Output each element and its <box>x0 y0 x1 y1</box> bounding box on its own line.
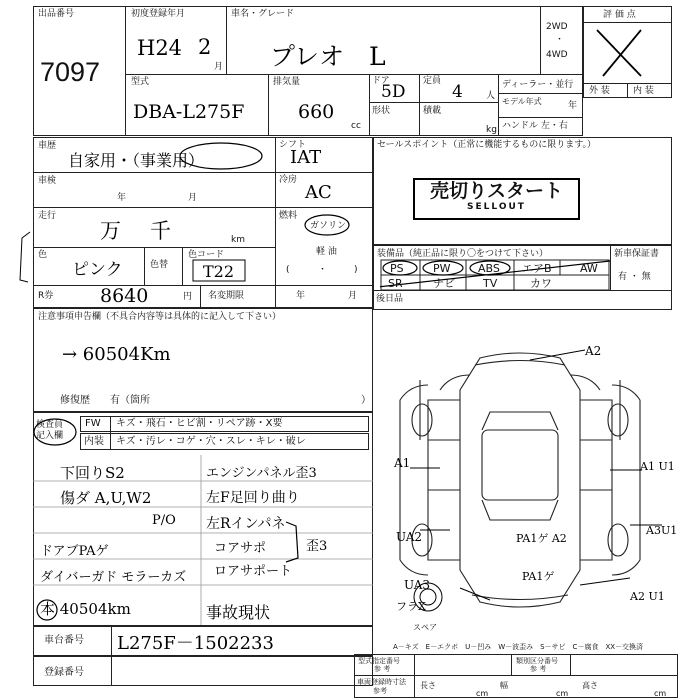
fuel-gasoline: ガソリン <box>310 221 347 231</box>
equip-aw: AW <box>580 262 598 275</box>
note-lower-support: ロアサポート <box>214 564 293 579</box>
name-change-month: 月 <box>348 291 358 301</box>
fuel-paren-close: ) <box>354 265 358 275</box>
chassis-number: L275F－1502233 <box>117 633 274 654</box>
sellout-stamp <box>413 178 580 220</box>
lot-number-label: 出品番号 <box>38 9 75 19</box>
length-cm: cm <box>476 689 489 698</box>
fuel-diesel: 軽 油 <box>316 247 337 257</box>
name-change-label: 名変期限 <box>208 291 245 301</box>
interior-items: キズ・汚レ・コゲ・穴・スレ・キレ・破レ <box>116 436 306 447</box>
height-label: 高さ <box>582 681 598 690</box>
mileage-sen: 千 <box>150 219 171 243</box>
mark-spare-x: フラX <box>396 600 426 613</box>
after-market-label: 後日品 <box>376 294 404 304</box>
model-year-label: モデル年式 <box>502 97 542 106</box>
capacity-value: 4 <box>452 82 463 102</box>
height-cm: cm <box>654 689 667 698</box>
interior-grade-label: 内 装 <box>633 86 654 96</box>
note-scratch: 傷ダ A,U,W2 <box>60 489 152 507</box>
note-core-support: コアサポ <box>214 541 267 556</box>
sellout-jp: 売切りスタート <box>429 180 563 202</box>
capacity-label: 定員 <box>423 76 442 86</box>
model-year-unit: 年 <box>568 101 578 111</box>
class-no-ref: 参 考 <box>530 665 547 673</box>
note-engine-panel: エンジンパネル歪3 <box>206 466 317 481</box>
note-bracket <box>284 520 308 564</box>
warranty-yes-no: 有 ・ 無 <box>618 272 651 282</box>
registration-label: 登録番号 <box>44 667 84 678</box>
name-change-year: 年 <box>296 291 306 301</box>
shift-label: シフト <box>279 140 307 150</box>
note-suspension: 左F足回り曲り <box>206 490 300 506</box>
grade-label: 評 価 点 <box>603 10 636 20</box>
inspection-year: 年 <box>117 193 127 203</box>
shape-label: 形状 <box>372 106 391 116</box>
registration-month: 2 <box>198 35 212 59</box>
note-door: ドアブPAゲ <box>40 544 109 559</box>
width-cm: cm <box>556 689 569 698</box>
inspection-label: 車検 <box>38 176 57 186</box>
cc-unit: cc <box>351 121 361 131</box>
note-warp: 歪3 <box>306 539 328 554</box>
note-molding: ダイバーガド モラーカズ <box>40 570 187 585</box>
history-label: 車歴 <box>38 141 57 151</box>
r-ticket-label: R券 <box>38 291 54 301</box>
gasoline-circle <box>303 213 353 237</box>
yen-unit: 円 <box>183 292 193 302</box>
dealer-label: ディーラー・並行 <box>502 80 574 90</box>
sales-point-label: セールスポイント（正常に機能するものに限ります。） <box>377 140 596 150</box>
car-name: プレオ L <box>270 42 386 71</box>
displacement-value: 660 <box>298 101 335 123</box>
spare-label: スペア <box>413 623 437 632</box>
reg-size-ref: 参考 <box>373 687 387 695</box>
equip-tv: TV <box>483 277 498 290</box>
r-ticket-value: 8640 <box>100 285 149 307</box>
equip-airbag: エアB <box>522 262 552 275</box>
doors-label: ドア <box>372 76 390 86</box>
interior-label: 内装 <box>84 436 104 447</box>
fw-label: FW <box>85 418 101 429</box>
margin-handwriting <box>0 220 40 420</box>
length-label: 長さ <box>420 681 436 690</box>
exterior-grade-label: 外 装 <box>589 86 610 96</box>
equipment-label: 装備品（純正品に限り〇をつけて下さい） <box>377 249 549 259</box>
shift-value: IAT <box>290 147 322 168</box>
color-change-label: 色替 <box>150 260 169 270</box>
drive-dot: ・ <box>555 35 565 45</box>
note-mileage: 本 40504km <box>40 600 131 618</box>
load-label: 積載 <box>423 106 442 116</box>
repair-history-close: ） <box>361 395 371 406</box>
note-inner-panel: 左Rインパネ <box>206 516 286 532</box>
equip-navi: ナビ <box>433 277 455 290</box>
mark-a2u1: A2 U1 <box>630 590 665 603</box>
color-code-label: 色コード <box>188 250 225 260</box>
chassis-label: 車台番号 <box>44 635 84 646</box>
mileage-label: 走行 <box>38 211 57 221</box>
mileage-note-circle <box>34 597 60 623</box>
person-unit: 人 <box>486 91 496 101</box>
displacement-label: 排気量 <box>273 77 301 87</box>
drive-2wd: 2WD <box>546 22 568 32</box>
ac-label: 冷房 <box>279 175 298 185</box>
class-no-label: 類別区分番号 <box>516 657 558 665</box>
note-accident: 事故現状 <box>206 603 271 622</box>
color-code-box <box>192 259 252 283</box>
equip-pw: PW <box>433 262 451 275</box>
inspection-month: 月 <box>188 193 198 203</box>
first-registration-label: 初度登録年月 <box>131 9 186 19</box>
fuel-paren-dot: ・ <box>318 265 328 275</box>
sellout-en: SELLOUT <box>467 202 526 212</box>
note-undercarriage: 下回りS2 <box>60 464 125 482</box>
type-cert-ref: 参 考 <box>374 665 391 673</box>
business-use-circle <box>178 141 268 171</box>
mark-pa1: PA1ゲ <box>522 570 555 583</box>
repair-history-label: 修復歴 有（箇所 <box>60 395 150 406</box>
width-label: 幅 <box>500 681 508 690</box>
grade-x-mark <box>583 22 672 83</box>
km-unit: km <box>231 235 245 245</box>
fw-items: キズ・飛石・ヒビ割・リペア跡・X要 <box>116 418 283 429</box>
handle-label: ハンドル 左・右 <box>502 121 568 131</box>
lot-number: 7097 <box>40 57 101 87</box>
mark-ua3: UA3 <box>404 578 431 592</box>
registration-year: H24 <box>137 36 183 60</box>
mark-ua2-left: UA2 <box>396 530 423 544</box>
month-unit: 月 <box>214 62 224 72</box>
model-code: DBA-L275F <box>133 101 245 123</box>
kg-unit: kg <box>486 125 497 135</box>
equip-abs: ABS <box>478 262 500 275</box>
equip-sr: SR <box>388 277 403 290</box>
history-value: 自家用・（事業用） <box>68 151 205 170</box>
mark-a2-top: A2 <box>585 344 602 358</box>
color-code-value: T22 <box>203 262 235 281</box>
equip-ps: PS <box>390 262 404 275</box>
color-value: ピンク <box>72 260 123 280</box>
mark-a1u1: A1 U1 <box>640 460 675 473</box>
mark-pa1-a2: PA1ゲ A2 <box>516 532 567 545</box>
registration-row <box>33 656 373 686</box>
notes-label: 注意事項申告欄（不具合内容等は具体的に記入して下さい） <box>38 312 282 322</box>
drive-4wd: 4WD <box>546 50 568 60</box>
doors-value: 5D <box>381 82 406 102</box>
notes-mileage: → 60504Km <box>62 344 171 365</box>
fuel-paren-open: ( <box>286 265 290 275</box>
model-label: 型式 <box>131 77 150 87</box>
type-cert-label: 型式指定番号 <box>358 657 400 665</box>
warranty-label: 新車保証書 <box>614 249 660 259</box>
damage-legend: A－キズ E－エクボ U－凹み W－波歪み S－サビ C－腐食 XX－交換済 <box>393 643 644 651</box>
mark-a3u1: A3U1 <box>646 524 678 537</box>
fuel-label: 燃料 <box>279 211 298 221</box>
name-grade-label: 車名・グレード <box>231 9 295 19</box>
equip-leather: カワ <box>530 277 552 290</box>
inspector-label: 検査員記入欄 <box>36 420 64 441</box>
mark-a1-left: A1 <box>394 456 411 470</box>
mileage-man: 万 <box>100 219 121 243</box>
note-po: P/O <box>152 513 176 528</box>
ac-value: AC <box>305 182 332 203</box>
color-label: 色 <box>38 250 48 260</box>
reg-size-label: 車両登録時寸法 <box>357 678 406 686</box>
